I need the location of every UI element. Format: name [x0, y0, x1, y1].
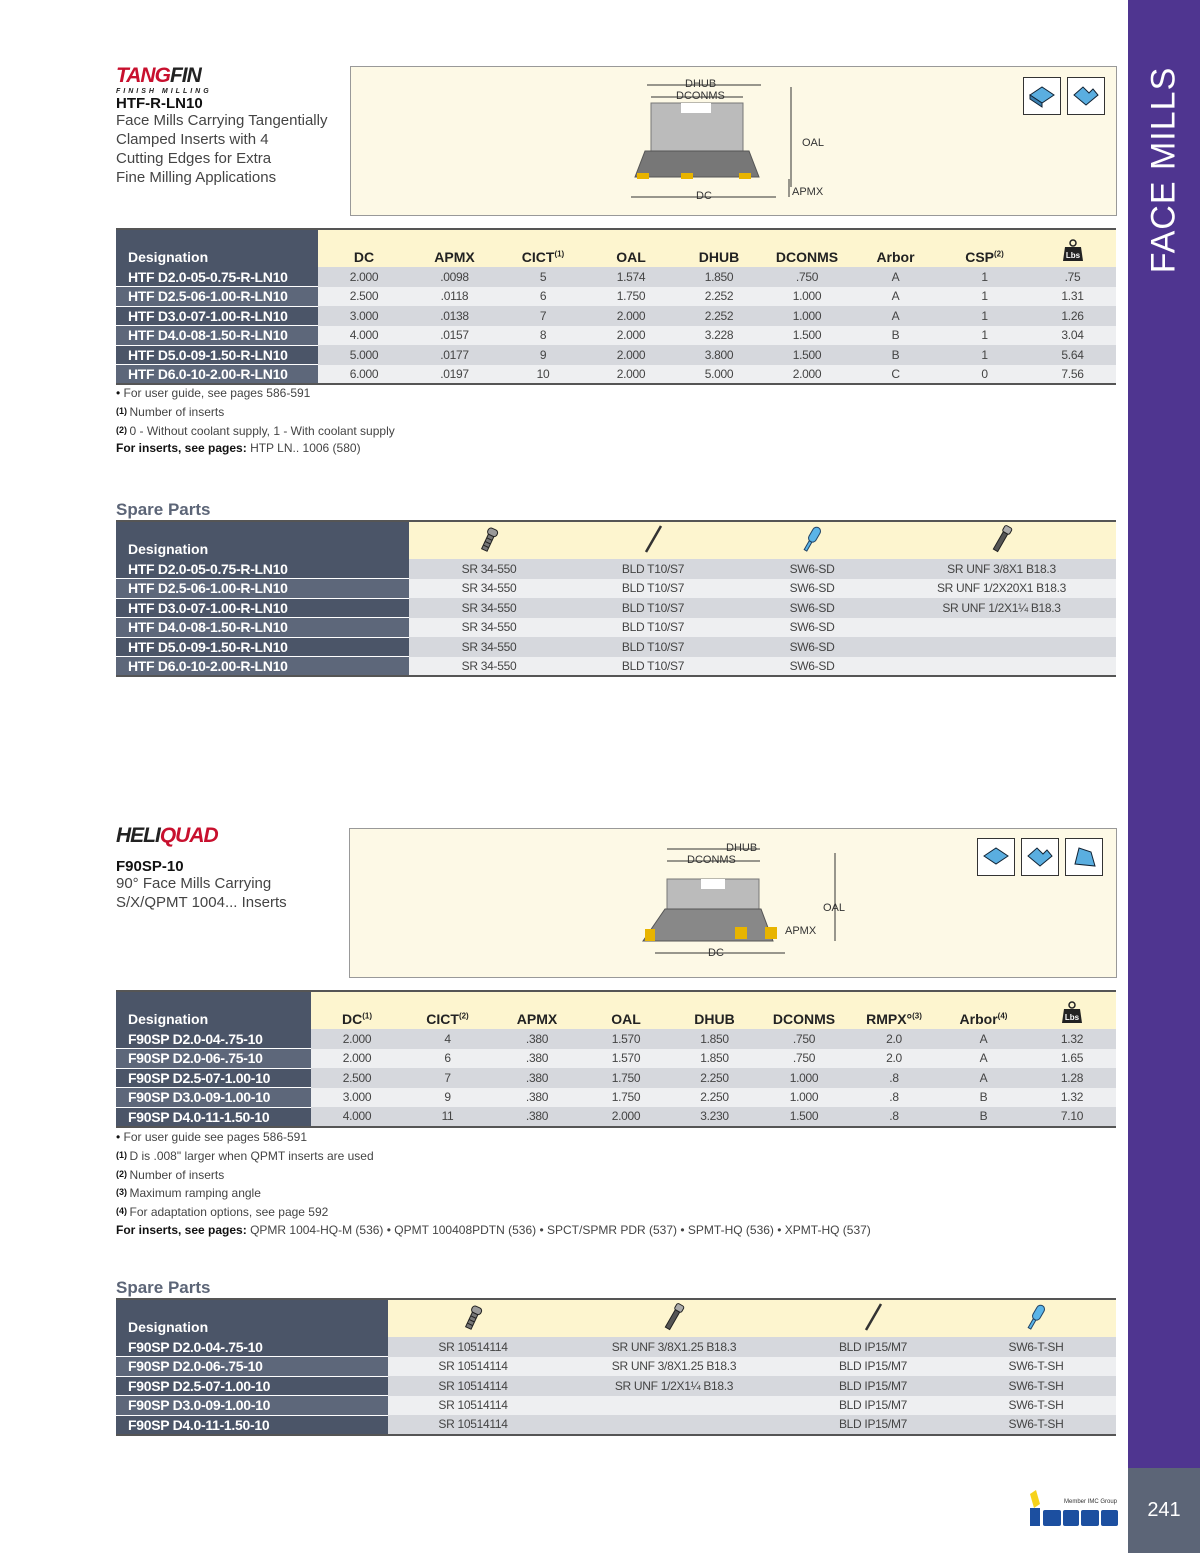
table-cell: SR 34-550 — [409, 579, 569, 599]
table-cell: 1.65 — [1028, 1049, 1116, 1069]
table-cell: 9 — [403, 1088, 492, 1108]
screw-icon — [388, 1299, 558, 1337]
table-cell: 2.000 — [587, 345, 675, 365]
table-cell: 1 — [940, 306, 1029, 326]
table-cell: BLD T10/S7 — [569, 657, 737, 677]
table-cell: .380 — [492, 1049, 582, 1069]
table-cell: .380 — [492, 1088, 582, 1108]
table-cell: SR 34-550 — [409, 559, 569, 579]
designation-cell: F90SP D3.0-09-1.00-10 — [116, 1396, 388, 1416]
table-cell: SR UNF 1/2X1¼ B18.3 — [887, 598, 1116, 618]
table-cell: 0 — [940, 365, 1029, 385]
table-cell: A — [851, 287, 940, 307]
table-cell: 2.250 — [670, 1068, 759, 1088]
table-cell: 1.850 — [675, 267, 763, 287]
designation-cell: F90SP D2.0-04-.75-10 — [116, 1337, 388, 1357]
column-header-dc: DC$^{(1)}$ — [311, 991, 403, 1029]
table-cell: 2.252 — [675, 287, 763, 307]
table-cell: 2.000 — [587, 306, 675, 326]
table-row — [116, 1049, 1116, 1069]
column-header-oal: OAL — [582, 991, 670, 1029]
table-row — [116, 618, 1116, 638]
svg-text:Lbs: Lbs — [1064, 1013, 1080, 1022]
table-cell: 2.500 — [311, 1068, 403, 1088]
designation-cell: HTF D2.0-05-0.75-R-LN10 — [116, 559, 409, 579]
table-cell: .380 — [492, 1068, 582, 1088]
table-cell: 7.10 — [1028, 1107, 1116, 1127]
table-cell: 3.000 — [311, 1088, 403, 1108]
table-cell: SR 10514114 — [388, 1376, 558, 1396]
designation-cell: HTF D4.0-08-1.50-R-LN10 — [116, 618, 409, 638]
table-cell: .75 — [1029, 267, 1116, 287]
table-cell: SW6-SD — [737, 637, 887, 657]
column-header-dhub: DHUB — [675, 229, 763, 267]
column-header-designation: Designation — [116, 229, 318, 267]
table-cell: 8 — [499, 326, 587, 346]
table-cell: .8 — [849, 1088, 939, 1108]
table-cell: SR 34-550 — [409, 637, 569, 657]
footnote: (2) 0 - Without coolant supply, 1 - With coolant supply — [116, 423, 395, 438]
table-row — [116, 365, 1116, 385]
table-cell: 1.000 — [763, 306, 851, 326]
table-cell — [558, 1415, 790, 1435]
table-row — [116, 637, 1116, 657]
table-cell: A — [939, 1029, 1028, 1049]
table-cell: 7.56 — [1029, 365, 1116, 385]
table-cell: 2.252 — [675, 306, 763, 326]
designation-cell: HTF D6.0-10-2.00-R-LN10 — [116, 657, 409, 677]
table-cell: .0118 — [410, 287, 499, 307]
table-cell: SR 10514114 — [388, 1337, 558, 1357]
table-cell: 9 — [499, 345, 587, 365]
table-cell: 1 — [940, 326, 1029, 346]
table-cell: SW6-SD — [737, 559, 887, 579]
column-header-dc: DC — [318, 229, 410, 267]
table-cell: 1.750 — [582, 1088, 670, 1108]
table-cell: .750 — [759, 1029, 849, 1049]
table-cell: BLD IP15/M7 — [790, 1357, 956, 1377]
table-cell: 1.000 — [763, 287, 851, 307]
table-cell: 1.750 — [587, 287, 675, 307]
spare-parts-title: Spare Parts — [116, 500, 211, 519]
table-row — [116, 1337, 1116, 1357]
table-cell: 1.26 — [1029, 306, 1116, 326]
footnote: (2) Number of inserts — [116, 1167, 225, 1182]
table-cell: 7 — [499, 306, 587, 326]
column-header-cict: CICT$^{(2)}$ — [403, 991, 492, 1029]
table-cell: SR 34-550 — [409, 657, 569, 677]
page-number: 241 — [1128, 1468, 1200, 1553]
table-cell: SR UNF 1/2X20X1 B18.3 — [887, 579, 1116, 599]
table-cell: BLD T10/S7 — [569, 637, 737, 657]
footnote: • For user guide see pages 586-591 — [116, 1130, 308, 1144]
table-cell: 2.000 — [587, 365, 675, 385]
htf-spare-parts-table — [116, 520, 1116, 677]
table-row — [116, 1088, 1116, 1108]
product-description: Face Mills Carrying Tangentially Clamped Inserts with 4 Cutting Edges for Extra Fine Milling Applications — [116, 112, 328, 186]
square-insert-icon — [977, 838, 1015, 876]
screwdriver-handle-icon — [737, 521, 887, 559]
tool-diagram: DHUB DCONMS OAL APMX DC — [350, 66, 1117, 216]
designation-cell: HTF D4.0-08-1.50-R-LN10 — [116, 326, 318, 346]
footnote: For inserts, see pages: HTP LN.. 1006 (580) — [116, 441, 361, 456]
table-row — [116, 1107, 1116, 1127]
table-row — [116, 559, 1116, 579]
column-header-designation: Designation — [116, 521, 409, 559]
table-cell: B — [939, 1088, 1028, 1108]
table-cell — [887, 657, 1116, 677]
table-cell: SW6-SD — [737, 579, 887, 599]
table-row — [116, 1068, 1116, 1088]
table-cell: 2.000 — [311, 1049, 403, 1069]
table-cell: 2.000 — [763, 365, 851, 385]
table-row — [116, 579, 1116, 599]
designation-cell: HTF D5.0-09-1.50-R-LN10 — [116, 637, 409, 657]
footnote: (1) D is .008" larger when QPMT inserts are used — [116, 1148, 374, 1163]
table-cell: A — [851, 306, 940, 326]
table-cell — [887, 637, 1116, 657]
designation-cell: F90SP D4.0-11-1.50-10 — [116, 1107, 311, 1127]
table-cell: 5.000 — [675, 365, 763, 385]
designation-cell: HTF D2.0-05-0.75-R-LN10 — [116, 267, 318, 287]
footnote: (4) For adaptation options, see page 592 — [116, 1205, 329, 1220]
table-cell: 2.000 — [582, 1107, 670, 1127]
table-cell: 2.000 — [587, 326, 675, 346]
table-row — [116, 1029, 1116, 1049]
table-cell: SR 10514114 — [388, 1415, 558, 1435]
column-header-oal: OAL — [587, 229, 675, 267]
designation-cell: F90SP D2.0-04-.75-10 — [116, 1029, 311, 1049]
table-cell: 2.000 — [318, 267, 410, 287]
section-sidebar — [1128, 0, 1200, 1468]
table-cell — [887, 618, 1116, 638]
column-header-arbor: Arbor — [851, 229, 940, 267]
table-cell: BLD T10/S7 — [569, 559, 737, 579]
table-row — [116, 287, 1116, 307]
heliquad-logo: HELIQUAD — [116, 824, 218, 847]
table-cell: SW6-T-SH — [956, 1337, 1116, 1357]
table-cell: SR UNF 1/2X1¼ B18.3 — [558, 1376, 790, 1396]
table-cell: BLD T10/S7 — [569, 579, 737, 599]
designation-cell: F90SP D2.5-07-1.00-10 — [116, 1376, 388, 1396]
table-cell: 4.000 — [311, 1107, 403, 1127]
table-cell: SW6-SD — [737, 598, 887, 618]
table-cell: SR UNF 3/8X1.25 B18.3 — [558, 1357, 790, 1377]
designation-cell: HTF D5.0-09-1.50-R-LN10 — [116, 345, 318, 365]
spare-parts-title: Spare Parts — [116, 1278, 211, 1297]
table-cell: SR 10514114 — [388, 1396, 558, 1416]
clamp-screw-icon — [887, 521, 1116, 559]
key-blade-icon — [790, 1299, 956, 1337]
designation-cell: HTF D6.0-10-2.00-R-LN10 — [116, 365, 318, 385]
table-cell: 6 — [499, 287, 587, 307]
table-cell: .380 — [492, 1029, 582, 1049]
table-cell: A — [939, 1049, 1028, 1069]
table-cell: B — [851, 326, 940, 346]
square-insert-icon — [1023, 77, 1061, 115]
column-header-cict: CICT$^{(1)}$ — [499, 229, 587, 267]
table-row — [116, 326, 1116, 346]
designation-cell: F90SP D2.0-06-.75-10 — [116, 1049, 311, 1069]
shoulder-insert-icon — [1067, 77, 1105, 115]
table-cell: SW6-T-SH — [956, 1396, 1116, 1416]
htf-spec-table — [116, 228, 1116, 385]
table-cell: .0177 — [410, 345, 499, 365]
table-cell: .0197 — [410, 365, 499, 385]
table-cell: 4.000 — [318, 326, 410, 346]
table-cell: SW6-SD — [737, 657, 887, 677]
table-cell: 10 — [499, 365, 587, 385]
table-row — [116, 598, 1116, 618]
table-cell: 3.228 — [675, 326, 763, 346]
table-cell: 1.574 — [587, 267, 675, 287]
table-cell: BLD IP15/M7 — [790, 1415, 956, 1435]
designation-cell: F90SP D4.0-11-1.50-10 — [116, 1415, 388, 1435]
designation-cell: HTF D2.5-06-1.00-R-LN10 — [116, 287, 318, 307]
table-cell: C — [851, 365, 940, 385]
ramping-insert-icon — [1065, 838, 1103, 876]
column-header-weight — [1028, 991, 1116, 1029]
product-title: HTF-R-LN10 — [116, 95, 203, 112]
table-cell: 3.800 — [675, 345, 763, 365]
designation-cell: F90SP D2.5-07-1.00-10 — [116, 1068, 311, 1088]
table-cell: 1 — [940, 345, 1029, 365]
table-cell: .0157 — [410, 326, 499, 346]
htf-notes — [116, 385, 395, 458]
table-cell: 1.750 — [582, 1068, 670, 1088]
table-cell: 2.000 — [311, 1029, 403, 1049]
column-header-csp: CSP$^{(2)}$ — [940, 229, 1029, 267]
tool-diagram: DHUB DCONMS OAL APMX DC — [349, 828, 1117, 978]
table-cell: .0098 — [410, 267, 499, 287]
table-cell: .750 — [763, 267, 851, 287]
product-title: F90SP-10 — [116, 858, 184, 875]
sidebar-title: FACE MILLS — [1144, 66, 1183, 274]
designation-cell: HTF D3.0-07-1.00-R-LN10 — [116, 598, 409, 618]
column-header-designation: Designation — [116, 991, 311, 1029]
table-cell: 1.28 — [1028, 1068, 1116, 1088]
key-blade-icon — [569, 521, 737, 559]
weight-lbs-icon — [1062, 238, 1084, 262]
table-row — [116, 306, 1116, 326]
table-cell: A — [939, 1068, 1028, 1088]
table-cell: SR 34-550 — [409, 618, 569, 638]
table-cell: B — [939, 1107, 1028, 1127]
table-cell: BLD IP15/M7 — [790, 1376, 956, 1396]
table-cell: 11 — [403, 1107, 492, 1127]
column-header-apmx: APMX — [410, 229, 499, 267]
product-description: 90° Face Mills Carrying S/X/QPMT 1004... Inserts — [116, 875, 287, 911]
footnote: (1) Number of inserts — [116, 404, 225, 419]
table-cell: SR UNF 3/8X1 B18.3 — [887, 559, 1116, 579]
table-row — [116, 345, 1116, 365]
column-header-weight — [1029, 229, 1116, 267]
clamp-screw-icon — [558, 1299, 790, 1337]
table-row — [116, 267, 1116, 287]
table-cell: 1.31 — [1029, 287, 1116, 307]
table-cell: 5.000 — [318, 345, 410, 365]
table-cell: 5 — [499, 267, 587, 287]
table-cell: 2.500 — [318, 287, 410, 307]
table-cell: 1.850 — [670, 1029, 759, 1049]
svg-text:Lbs: Lbs — [1065, 251, 1080, 260]
table-cell: 2.0 — [849, 1049, 939, 1069]
table-cell: SW6-T-SH — [956, 1357, 1116, 1377]
table-cell: BLD T10/S7 — [569, 598, 737, 618]
face-mill-drawing — [635, 841, 845, 966]
table-cell: SR 10514114 — [388, 1357, 558, 1377]
table-row — [116, 1376, 1116, 1396]
table-cell: 7 — [403, 1068, 492, 1088]
tangfin-logo: TANGFIN FINISH MILLING — [116, 64, 212, 95]
table-cell: B — [851, 345, 940, 365]
table-row — [116, 1396, 1116, 1416]
column-header-rmpx: RMPX°$^{(3)}$ — [849, 991, 939, 1029]
weight-lbs-icon — [1061, 1000, 1083, 1024]
logo-tagline: Member IMC Group — [1064, 1499, 1118, 1505]
column-header-dhub: DHUB — [670, 991, 759, 1029]
table-cell: 4 — [403, 1029, 492, 1049]
table-cell: SR 34-550 — [409, 598, 569, 618]
table-cell: 5.64 — [1029, 345, 1116, 365]
table-cell: BLD T10/S7 — [569, 618, 737, 638]
table-cell: .380 — [492, 1107, 582, 1127]
table-cell: 3.04 — [1029, 326, 1116, 346]
column-header-dconms: DCONMS — [759, 991, 849, 1029]
table-cell: 1.000 — [759, 1088, 849, 1108]
iscar-logo — [1028, 1490, 1120, 1535]
table-cell: 1.500 — [759, 1107, 849, 1127]
table-cell: 1.570 — [582, 1029, 670, 1049]
table-cell: 3.000 — [318, 306, 410, 326]
table-row — [116, 657, 1116, 677]
table-cell: .8 — [849, 1107, 939, 1127]
designation-cell: HTF D2.5-06-1.00-R-LN10 — [116, 579, 409, 599]
screwdriver-handle-icon — [956, 1299, 1116, 1337]
table-cell: .0138 — [410, 306, 499, 326]
designation-cell: F90SP D2.0-06-.75-10 — [116, 1357, 388, 1377]
footnote: For inserts, see pages: QPMR 1004-HQ-M (536) • QPMT 100408PDTN (536) • SPCT/SPMR PDR (537) • SPMT-HQ (536) • XPMT-HQ (537) — [116, 1222, 871, 1237]
table-row — [116, 1357, 1116, 1377]
table-cell: 1.500 — [763, 345, 851, 365]
table-row — [116, 1415, 1116, 1435]
table-cell: 1.500 — [763, 326, 851, 346]
table-cell: SW6-T-SH — [956, 1415, 1116, 1435]
table-cell: SW6-SD — [737, 618, 887, 638]
table-cell: 6.000 — [318, 365, 410, 385]
table-cell: 1.32 — [1028, 1029, 1116, 1049]
footnote: • For user guide, see pages 586-591 — [116, 386, 311, 400]
table-cell: SR UNF 3/8X1.25 B18.3 — [558, 1337, 790, 1357]
table-cell: 1 — [940, 287, 1029, 307]
table-cell: 1 — [940, 267, 1029, 287]
designation-cell: HTF D3.0-07-1.00-R-LN10 — [116, 306, 318, 326]
footnote: (3) Maximum ramping angle — [116, 1186, 261, 1201]
table-cell — [558, 1396, 790, 1416]
table-cell: 6 — [403, 1049, 492, 1069]
table-cell: 3.230 — [670, 1107, 759, 1127]
table-cell: 1.000 — [759, 1068, 849, 1088]
column-header-designation: Designation — [116, 1299, 388, 1337]
table-cell: 2.250 — [670, 1088, 759, 1108]
column-header-dconms: DCONMS — [763, 229, 851, 267]
table-cell: .750 — [759, 1049, 849, 1069]
table-cell: 2.0 — [849, 1029, 939, 1049]
table-cell: 1.32 — [1028, 1088, 1116, 1108]
table-cell: 1.570 — [582, 1049, 670, 1069]
column-header-apmx: APMX — [492, 991, 582, 1029]
f90sp-notes — [116, 1129, 871, 1240]
table-cell: BLD IP15/M7 — [790, 1396, 956, 1416]
column-header-arbor: Arbor$^{(4)}$ — [939, 991, 1028, 1029]
table-cell: BLD IP15/M7 — [790, 1337, 956, 1357]
table-cell: A — [851, 267, 940, 287]
f90sp-spec-table — [116, 990, 1116, 1128]
designation-cell: F90SP D3.0-09-1.00-10 — [116, 1088, 311, 1108]
table-cell: SW6-T-SH — [956, 1376, 1116, 1396]
f90sp-spare-parts-table — [116, 1298, 1116, 1436]
shoulder-insert-icon — [1021, 838, 1059, 876]
screw-icon — [409, 521, 569, 559]
table-cell: .8 — [849, 1068, 939, 1088]
table-cell: 1.850 — [670, 1049, 759, 1069]
